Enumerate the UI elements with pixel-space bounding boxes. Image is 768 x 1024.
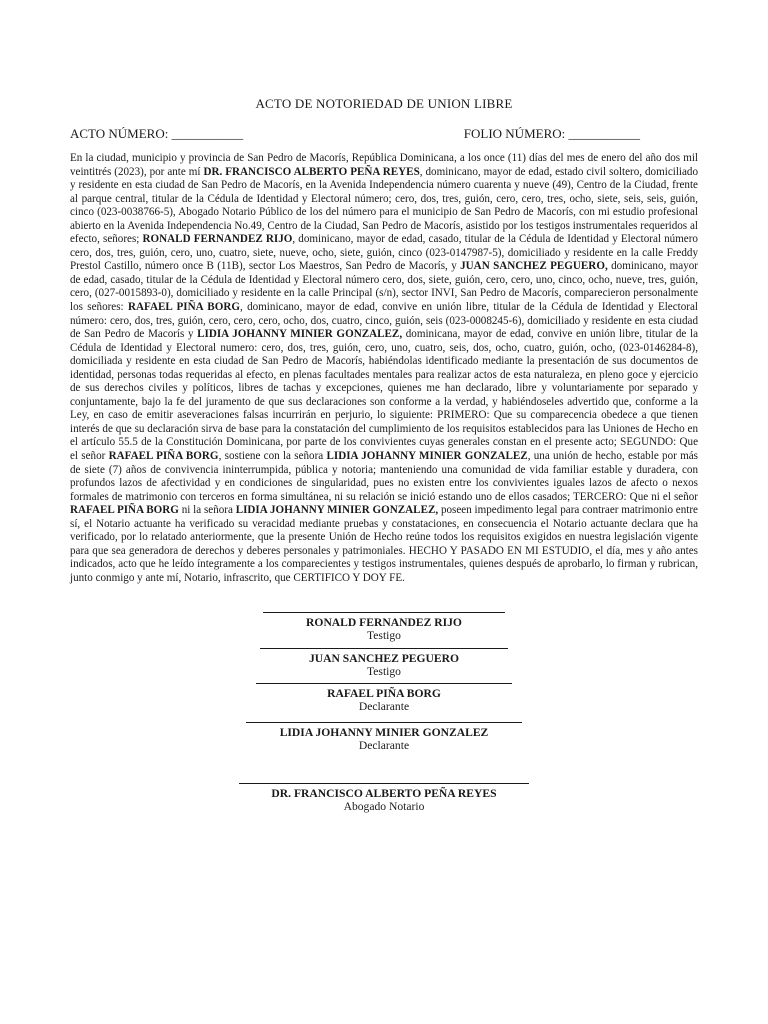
signer-role: Abogado Notario — [343, 800, 425, 813]
document-title: ACTO DE NOTORIEDAD DE UNION LIBRE — [255, 96, 513, 111]
folio-numero: FOLIO NÚMERO: ___________ — [463, 126, 640, 141]
signer-role: Testigo — [367, 629, 401, 642]
signer-name: LIDIA JOHANNY MINIER GONZALEZ — [279, 725, 489, 739]
signer-name: RAFAEL PIÑA BORG — [327, 686, 441, 700]
acto-numero: ACTO NÚMERO: ___________ — [70, 126, 244, 141]
signature-line — [239, 783, 529, 784]
signer-name: DR. FRANCISCO ALBERTO PEÑA REYES — [271, 786, 497, 800]
signature-line — [256, 683, 512, 684]
text-segment: , sostiene con la señora — [218, 450, 327, 463]
signature-notary — [70, 783, 698, 814]
text-segment: dominicano, mayor de edad, casado, titular de la Cédula de Identidad y Electoral número cero, dos, siete, guión, cero, cero, uno, cinco, ocho, nueve, tres, guión, cero, (027-0015893-0), domiciliado y residente en la calle Principal (s/n), sector INVI, San Pedro de Macorís, comparecieron personalmente los señores: — [70, 260, 698, 314]
text-segment: dominicana, mayor de edad, convive en unión libre, titular de la Cédula de Identidad y Electoral numero: cero, dos, tres, guión, cero, uno, cuatro, seis, dos, ocho, cuatro, guión, ocho, (023-0146284-8), domiciliada y residente en esta ciudad de San Pedro de Macorís, habiéndolas identificado mediante la presentación de sus documentos de identidad, personas todas requeridas al efecto, en plenas facultades mentales para realizar actos de esta naturaleza, en pleno goce y ejercicio de sus derechos civiles y políticos, libres de tachas y excepciones, quienes me han declarado, libre y voluntariamente por separado y conjuntamente, bajo la fe del juramento de que sus declaraciones son conforme a la verdad, y habiéndoseles advertido que, conforme a la Ley, en caso de emitir aseveraciones falsas incurrirán en perjurio, lo siguiente: PRIMERO: Que su comparecencia obedece a que tienen interés de que su declaración sirva de base para la constatación del cumplimiento de los requisitos establecidos para las Uniones de Hecho en el artículo 55.5 de la Constitución Dominicana, por parte de los convivientes cuyas generales constan en el presente acto; SEGUNDO: Que el señor — [70, 328, 698, 463]
act-body-text — [70, 152, 698, 586]
signer-role: Declarante — [358, 739, 410, 752]
bold-name-segment: RAFAEL PIÑA BORG — [127, 301, 240, 314]
signature-line — [246, 722, 522, 723]
signer-name: JUAN SANCHEZ PEGUERO — [308, 651, 460, 665]
text-segment: , una unión de hecho, estable por más de siete (7) años de convivencia ininterrumpida, pública y notoria; manteniendo una comunidad de vida familiar estable y duradera, con profundos lazos de afectividad y en condiciones de singularidad, pues no existen entre los convivientes iguales lazos de afecto o nexos formales de matrimonio con terceros en forma simultánea, ni su relación se inició estando uno de ellos casados; TERCERO: Que ni el señor — [70, 450, 698, 503]
bold-name-segment: LIDIA JOHANNY MINIER GONZALEZ, — [235, 504, 439, 517]
signature-declarant-1 — [70, 683, 698, 714]
act-numbers-row — [70, 126, 640, 142]
bold-name-segment: RONALD FERNANDEZ RIJO — [142, 233, 293, 246]
signature-line — [260, 648, 508, 649]
bold-name-segment: LIDIA JOHANNY MINIER GONZALEZ — [326, 450, 528, 463]
text-segment: poseen impedimento legal para contraer matrimonio entre sí, el Notario actuante ha verificado su veracidad mediante pruebas y constataciones, en consecuencia el Notario actuante declara que ha verificado, por lo relatado anteriormente, que la presente Unión de Hecho reúne todos los requisitos exigidos en nuestra legislación vigente para que sea generadora de derechos y deberes personales y patrimoniales. HECHO Y PASADO EN MI ESTUDIO, el día, mes y año antes indicados, acto que he leído íntegramente a los comparecientes y testigos instrumentales, quienes después de aprobarlo, lo firman y rubrican, junto conmigo y ante mí, Notario, infrascrito, que CERTIFICO Y DOY FE. — [70, 504, 698, 584]
bold-name-segment: RAFAEL PIÑA BORG — [108, 450, 219, 463]
signature-declarant-2 — [70, 722, 698, 753]
bold-name-segment: JUAN SANCHEZ PEGUERO, — [460, 260, 608, 273]
text-segment: En la ciudad, municipio y provincia de San Pedro de Macorís, República Dominicana, a los once (11) días del mes de enero del año dos mil veintitrés (2023), por ante mí — [70, 152, 698, 178]
signature-witness-1 — [70, 612, 698, 643]
signature-witness-2 — [70, 648, 698, 679]
text-segment: , dominicano, mayor de edad, casado, titular de la Cédula de Identidad y Electoral número cero, dos, tres, guión, cero, uno, cuatro, siete, nueve, ocho, siete, guión, cinco (023-0147987-5), domiciliado y residente en la calle Freddy Prestol Castillo, número once B (11B), sector Los Maestros, San Pedro de Macorís, y — [70, 233, 698, 273]
signer-role: Testigo — [367, 665, 401, 678]
signer-role: Declarante — [358, 700, 410, 713]
bold-name-segment: DR. FRANCISCO ALBERTO PEÑA REYES — [203, 165, 420, 178]
signature-line — [263, 612, 505, 613]
signer-name: RONALD FERNANDEZ RIJO — [306, 615, 462, 629]
text-segment: ni la señora — [178, 504, 236, 517]
signature-block — [70, 612, 698, 814]
bold-name-segment: RAFAEL PIÑA BORG — [70, 504, 179, 517]
text-segment: , dominicano, mayor de edad, estado civil soltero, domiciliado y residente en esta ciudad de San Pedro de Macorís, en la Avenida Independencia número cuarenta y nueve (49), Centro de la Ciudad, frente al parque central, titular de la Cédula de Identidad y Electoral número; cero, dos, tres, guión, cero, cero, tres, ocho, siete, seis, seis, guión, cinco (023-0038766-5), Abogado Notario Público de los del número para el municipio de San Pedro de Macorís, con mi estudio profesional abierto en la Avenida Independencia No.49, Centro de la Ciudad, San Pedro de Macorís, asistido por los testigos instrumentales requeridos al efecto, señores; — [70, 165, 699, 246]
bold-name-segment: LIDIA JOHANNY MINIER GONZALEZ, — [197, 328, 403, 341]
text-segment: , dominicano, mayor de edad, convive en unión libre, titular de la Cédula de Identidad y Electoral número: cero, dos, tres, guión, cero, cero, cero, ocho, dos, cuatro, cinco, guión, seis (023-0008245-6), domiciliado y residente en esta ciudad de San Pedro de Macorís y — [70, 301, 698, 341]
